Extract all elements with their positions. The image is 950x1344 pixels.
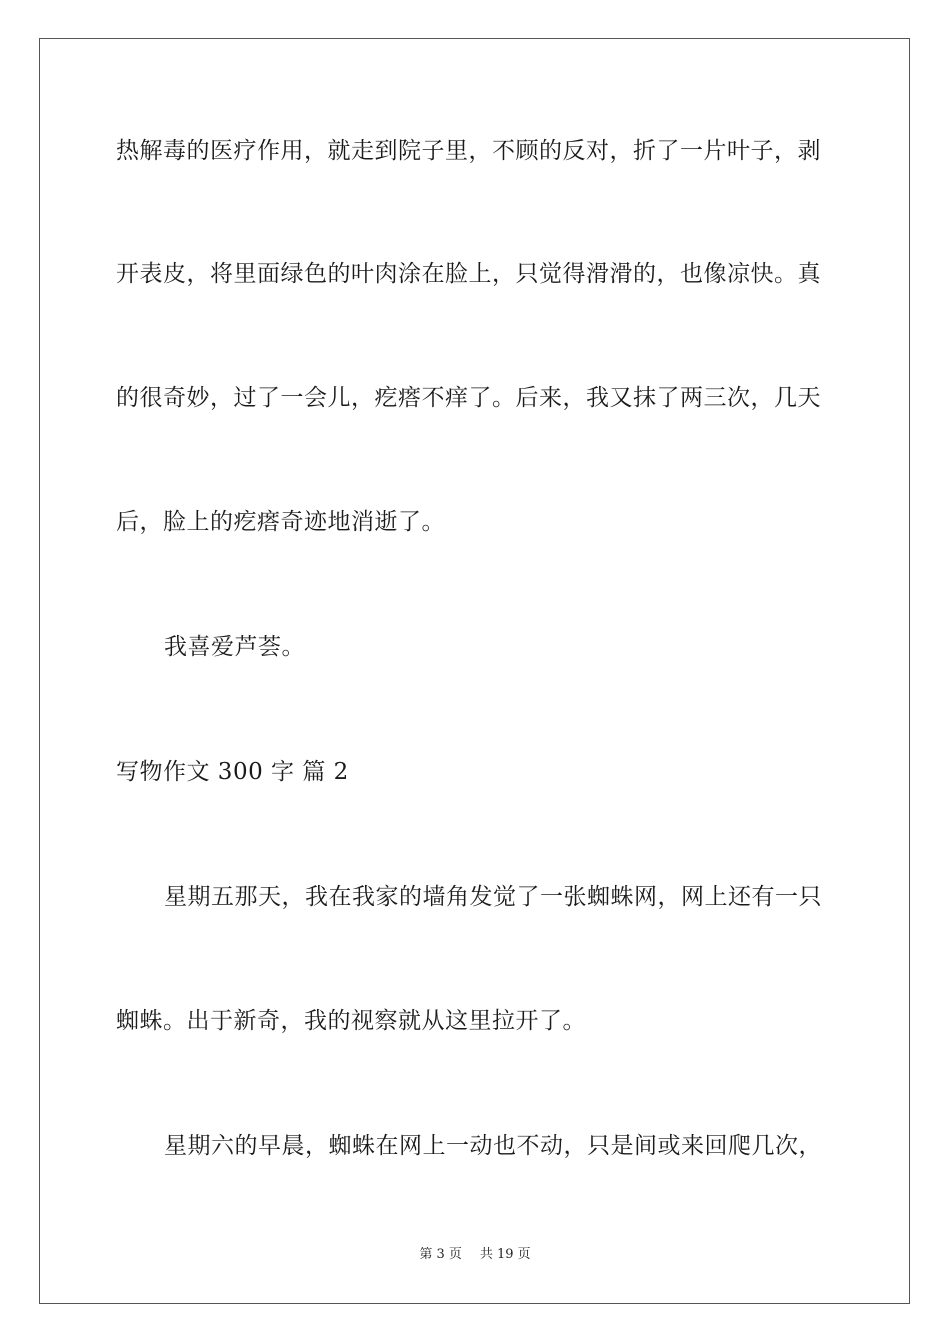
page-number-current: 第 3 页: [419, 1247, 462, 1262]
body-text-line: 热解毒的医疗作用，就走到院子里，不顾的反对，折了一片叶子，剥: [116, 138, 821, 164]
body-text-line: 后，脸上的疙瘩奇迹地消逝了。: [116, 509, 445, 535]
section-heading: 写物作文 300 字 篇 2: [116, 759, 349, 785]
paragraph-line: 星期六的早晨，蜘蛛在网上一动也不动，只是间或来回爬几次，: [164, 1133, 822, 1159]
body-text-line: 蜘蛛。出于新奇，我的视察就从这里拉开了。: [116, 1008, 586, 1034]
body-text-line: 开表皮，将里面绿色的叶肉涂在脸上，只觉得滑滑的，也像凉快。真: [116, 261, 821, 287]
page-border: [39, 38, 910, 1304]
page-number-total: 共 19 页: [479, 1247, 531, 1262]
paragraph-line: 我喜爱芦荟。: [164, 634, 305, 660]
page-footer: [0, 1246, 950, 1264]
body-text-line: 的很奇妙，过了一会儿，疙瘩不痒了。后来，我又抹了两三次，几天: [116, 385, 821, 411]
paragraph-line: 星期五那天，我在我家的墙角发觉了一张蜘蛛网，网上还有一只: [164, 884, 822, 910]
